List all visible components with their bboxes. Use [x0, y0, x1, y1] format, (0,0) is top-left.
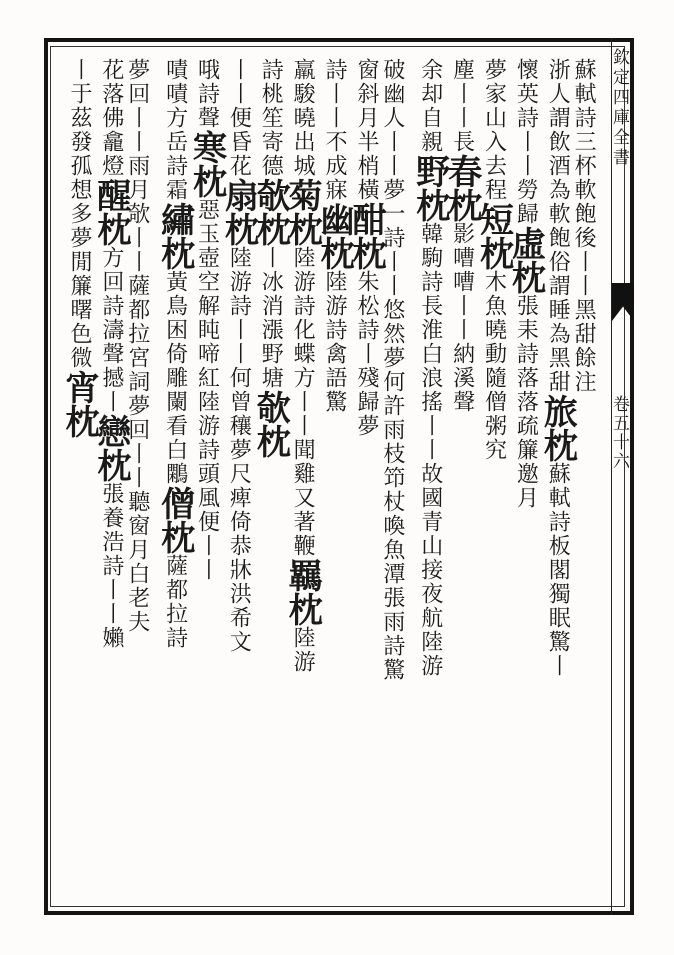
- text-column: [186, 58, 227, 908]
- text-column: [154, 58, 195, 908]
- text-segment: 木魚曉動隨僧粥究: [481, 270, 507, 462]
- text-segment: 羸駿曉出城: [290, 58, 316, 178]
- headword: 宵枕: [59, 370, 99, 438]
- text-segment: 嘖嘖: [162, 58, 188, 106]
- text-segment: 薩都拉宮詞夢回丨丨聽: [124, 274, 150, 514]
- text-segment: 尺痺倚恭牀洪希文: [226, 462, 252, 654]
- text-segment: 薩都拉詩: [162, 554, 188, 650]
- headword: 虛枕: [505, 226, 546, 294]
- headword: 戀枕: [90, 414, 131, 482]
- text-column: [59, 58, 99, 908]
- text-segment: 多夢閒簾曙色微: [67, 202, 92, 370]
- headword: 欹枕: [250, 178, 291, 246]
- text-column: [345, 58, 386, 908]
- headword: 野枕: [409, 154, 450, 222]
- text-segment: 窗斜月半梢橫: [353, 58, 379, 202]
- text-segment: 丨于茲發孤想: [67, 58, 92, 202]
- text-segment: 花落佛龕燈: [98, 58, 124, 178]
- headword: 扇枕: [218, 178, 259, 246]
- headword: 欹枕: [250, 390, 291, 458]
- text-segment: 懷英詩丨丨勞歸: [513, 58, 539, 226]
- headword: 旅枕: [537, 394, 578, 462]
- headword: 酣枕: [345, 202, 386, 270]
- volume-number: 卷五十六: [609, 395, 629, 471]
- text-segment: 詩桃笙寄德: [258, 58, 284, 178]
- headword: 僧枕: [154, 486, 195, 554]
- text-segment: 朱松詩丨殘歸夢: [353, 270, 379, 438]
- text-segment: 陸游: [290, 626, 316, 674]
- text-column: [505, 58, 546, 908]
- text-segment: 蘇軾詩板閣獨眠驚丨: [545, 462, 571, 678]
- text-segment: 浙人謂飲酒為軟飽俗謂睡為黑甜: [545, 58, 571, 394]
- text-segment: 夢家山入去程: [481, 58, 507, 202]
- text-column: [381, 58, 403, 908]
- headword: 羈枕: [282, 558, 323, 626]
- text-segment: 夢回丨丨雨: [124, 58, 150, 178]
- text-column: [571, 58, 597, 908]
- text-segment: 陸游詩頭風便丨丨: [194, 390, 220, 582]
- text-segment: 詩丨丨不成寐: [322, 58, 348, 202]
- text-segment: 丨丨便昏花: [226, 58, 252, 178]
- text-segment: 黃鳥困倚雕闌看白鷴: [162, 270, 188, 486]
- text-segment: 哦詩聲: [194, 58, 220, 130]
- text-segment: 惡玉壺空解盹啼紅: [194, 198, 220, 390]
- text-column: [90, 58, 131, 908]
- headword: 幽枕: [314, 202, 355, 270]
- text-segment: 方岳詩霜: [162, 106, 188, 202]
- text-segment: 方回詩濤聲撼丨: [98, 246, 124, 414]
- text-column: [409, 58, 450, 908]
- text-segment: 詩丨丨悠然夢何許雨枝笻杖喚魚潭張雨詩驚: [379, 226, 405, 682]
- headword: 寒枕: [186, 130, 227, 198]
- text-segment: 蘇軾詩三杯軟飽後丨丨黑甜餘注: [571, 58, 597, 394]
- book-title: 欽定四庫全書: [609, 48, 629, 168]
- text-segment: 月欹丨丨: [124, 178, 150, 274]
- margin-band: [611, 38, 634, 915]
- headword: 短枕: [473, 202, 514, 270]
- headword: 菊枕: [282, 178, 323, 246]
- text-segment: 破幽人丨丨夢一: [379, 58, 405, 226]
- text-segment: 張養浩詩丨丨嬾: [98, 482, 124, 650]
- text-segment: 窗月白老夫: [124, 514, 150, 634]
- headword: 春枕: [441, 154, 482, 222]
- text-segment: 陸游詩化蝶方丨丨聞雞又著鞭: [290, 246, 316, 558]
- headword: 繡枕: [154, 202, 195, 270]
- text-segment: 丨冰消漲野塘: [258, 246, 284, 390]
- text-segment: 張耒詩落落疏簾邀月: [513, 294, 539, 510]
- text-segment: 陸游詩禽語驚: [322, 270, 348, 414]
- text-segment: 影嘈嘈丨丨納溪聲: [449, 222, 475, 414]
- text-column: [537, 58, 578, 908]
- text-segment: 余却自親: [417, 58, 443, 154]
- headword: 醒枕: [90, 178, 131, 246]
- text-segment: 韓駒詩長淮白浪搖丨丨故國青山接夜航陸游: [417, 222, 443, 678]
- text-segment: 陸游詩丨丨何曾穰夢: [226, 246, 252, 462]
- text-segment: 塵丨丨長: [449, 58, 475, 154]
